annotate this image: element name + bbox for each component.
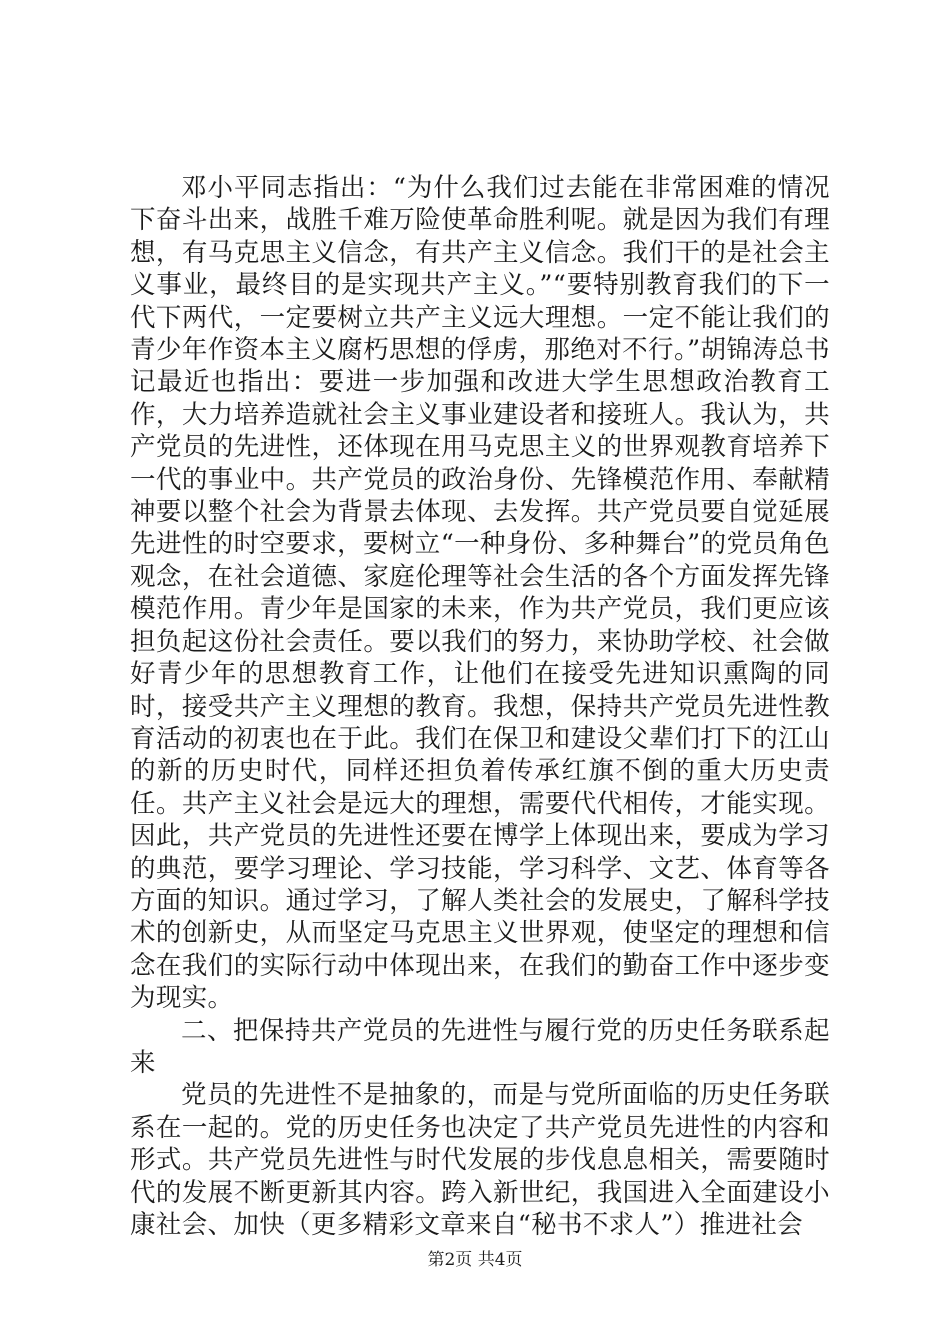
paragraph-historical-task: 党员的先进性不是抽象的，而是与党所面临的历史任务联系在一起的。党的历史任务也决定了共产党员先进性的内容和形式。共产党员先进性与时代发展的步伐息息相关，需要随时代的发展不断更新其内容。跨入新世纪，我国进入全面建设小康社会、加快（更多精彩文章来自“秘书不求人”）推进社会	[130, 1080, 830, 1240]
document-body	[130, 172, 830, 1241]
section-heading-two: 二、把保持共产党员的先进性与履行党的历史任务联系起来	[130, 1015, 830, 1078]
page-footer: 第2页 共4页	[427, 1250, 523, 1270]
paragraph-deng-xiaoping-quote: 邓小平同志指出：“为什么我们过去能在非常困难的情况下奋斗出来，战胜千难万险使革命胜利呢。就是因为我们有理想，有马克思主义信念，有共产主义信念。我们干的是社会主义事业，最终目的是实现共产主义。”“要特别教育我们的下一代下两代，一定要树立共产主义远大理想。一定不能让我们的青少年作资本主义腐朽思想的俘虏，那绝对不行。”胡锦涛总书记最近也指出：要进一步加强和改进大学生思想政治教育工作，大力培养造就社会主义事业建设者和接班人。我认为，共产党员的先进性，还体现在用马克思主义的世界观教育培养下一代的事业中。共产党员的政治身份、先锋模范作用、奉献精神要以整个社会为背景去体现、去发挥。共产党员要自觉延展先进性的时空要求，要树立“一种身份、多种舞台”的党员角色观念，在社会道德、家庭伦理等社会生活的各个方面发挥先锋模范作用。青少年是国家的未来，作为共产党员，我们更应该担负起这份社会责任。要以我们的努力，来协助学校、社会做好青少年的思想教育工作，让他们在接受先进知识熏陶的同时，接受共产主义理想的教育。我想，保持共产党员先进性教育活动的初衷也在于此。我们在保卫和建设父辈们打下的江山的新的历史时代，同样还担负着传承红旗不倒的重大历史责任。共产主义社会是远大的理想，需要代代相传，才能实现。因此，共产党员的先进性还要在博学上体现出来，要成为学习的典范，要学习理论、学习技能，学习科学、文艺、体育等各方面的知识。通过学习，了解人类社会的发展史，了解科学技术的创新史，从而坚定马克思主义世界观，使坚定的理想和信念在我们的实际行动中体现出来，在我们的勤奋工作中逐步变为现实。	[130, 173, 830, 1014]
